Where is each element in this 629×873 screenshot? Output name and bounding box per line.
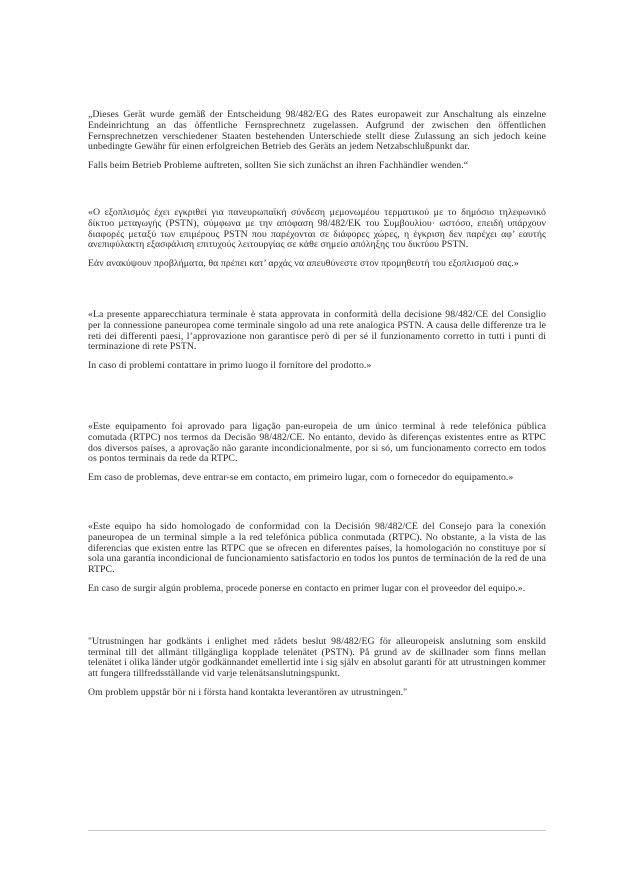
section-italian xyxy=(88,310,546,372)
paragraph-spanish-note: En caso de surgir algún problema, procede ponerse en contacto en primer lugar con el proveedor del equipo.». xyxy=(88,582,526,594)
section-portuguese xyxy=(88,422,546,484)
paragraph-greek-note: Εάν ανακύψουν προβλήματα, θα πρέπει κατ’ αρχάς να απευθύνεστε στον προμηθευτή του εξοπλισμού σας.» xyxy=(88,258,519,270)
paragraph-german-body: „Dieses Gerät wurde gemäß der Entscheidung 98/482/EG des Rates europaweit zur Anschaltung als einzelne Endeinrichtung an das öffentliche Fernsprechnetz zugelassen. Aufgrund der zwischen den öffentlichen Fernsprechnetzen verschiedener Staaten bestehenden Unterschiede stellt diese Zulassung an sich jedoch keine unbedingte Gewähr für einen erfolgreichen Betrieb des Geräts an jedem Netzabschlußpunkt dar. xyxy=(88,109,546,153)
paragraph-italian-note: In caso di problemi contattare in primo luogo il fornitore del prodotto.» xyxy=(88,360,372,372)
page-footer-divider xyxy=(88,830,546,831)
paragraph-spanish-body: «Este equipo ha sido homologado de conformidad con la Decisión 98/482/CE del Consejo para la conexión paneuropea de un terminal simple a la red telefónica pública conmutada (RTPC). No obstante, a la vista de las diferencias que existen entre las RTPC que se ofrecen en diferentes países, la homologación no constituye por sí sola una garantía incondicional de funcionamiento satisfactorio en todos los puntos de terminación de la red de una RTPC. xyxy=(88,520,546,576)
section-swedish xyxy=(88,637,546,699)
paragraph-portuguese-body: «Este equipamento foi aprovado para ligação pan-europeia de um único terminal à rede telefónica pública comutada (RTPC) nos termos da Decisão 98/482/CE. No entanto, devido às diferenças existentes entre as RTPC dos diversos países, a aprovação não garante incondicionalmente, por si só, um funcionamento correcto em todos os pontos terminais da rede da RTPC. xyxy=(88,420,546,465)
document-content xyxy=(88,110,546,707)
section-german xyxy=(88,110,546,172)
section-greek xyxy=(88,208,546,270)
section-spanish xyxy=(88,522,546,595)
paragraph-swedish-note: Om problem uppstår bör ni i första hand kontakta leverantören av utrustningen." xyxy=(88,686,408,698)
paragraph-italian-body: «La presente apparecchiatura terminale è stata approvata in conformità della decisione 98/482/CE del Consiglio per la connessione paneuropea come terminale singolo ad una rete analogica PSTN. A causa delle differenze tra le reti dei differenti paesi, l’approvazione non garantisce però di per sé il funzionamento corretto in tutti i punti di terminazione di rete PSTN. xyxy=(88,308,546,353)
paragraph-swedish-body: "Utrustningen har godkänts i enlighet med rådets beslut 98/482/EG för alleuropeisk anslutning som enskild terminal till det allmänt tillgängliga kopplade telenätet (PSTN). På grund av de skillnader som finns mellan telenätet i olika länder utgör godkännandet emellertid inte i sig själv en absolut garanti för att utrustningen kommer att fungera tillfredsställande vid varje telenätsanslutningspunkt. xyxy=(88,635,546,680)
paragraph-portuguese-note: Em caso de problemas, deve entrar-se em contacto, em primeiro lugar, com o fornecedor do equipamento.» xyxy=(88,472,514,484)
paragraph-german-note: Falls beim Betrieb Probleme auftreten, sollten Sie sich zunächst an ihren Fachhändler wenden.“ xyxy=(88,160,469,172)
paragraph-greek-body: «Ο εξοπλισμός έχει εγκριθεί για πανευρωπαϊκή σύνδεση μεμονωμέου τερματικού με το δημόσιο τηλεφωνικό δίκτυο μεταγωγής (PSTN), σύμφωνα με την απόφαση 98/482/ΕΚ του Συμβουλίου· ωστόσο, επειδή υπάρχουν διαφορές μεταξύ των επιμέρους PSTN που παρέχονται σε διάφορες χώρες, η έγκριση δεν παρέχει αφ’ εαυτής ανεπιφύλακτη εξασφάλιση επιτυχούς λειτουργίας σε κάθε σημείο απόληξης του δικτύου PSTN. xyxy=(88,206,546,251)
